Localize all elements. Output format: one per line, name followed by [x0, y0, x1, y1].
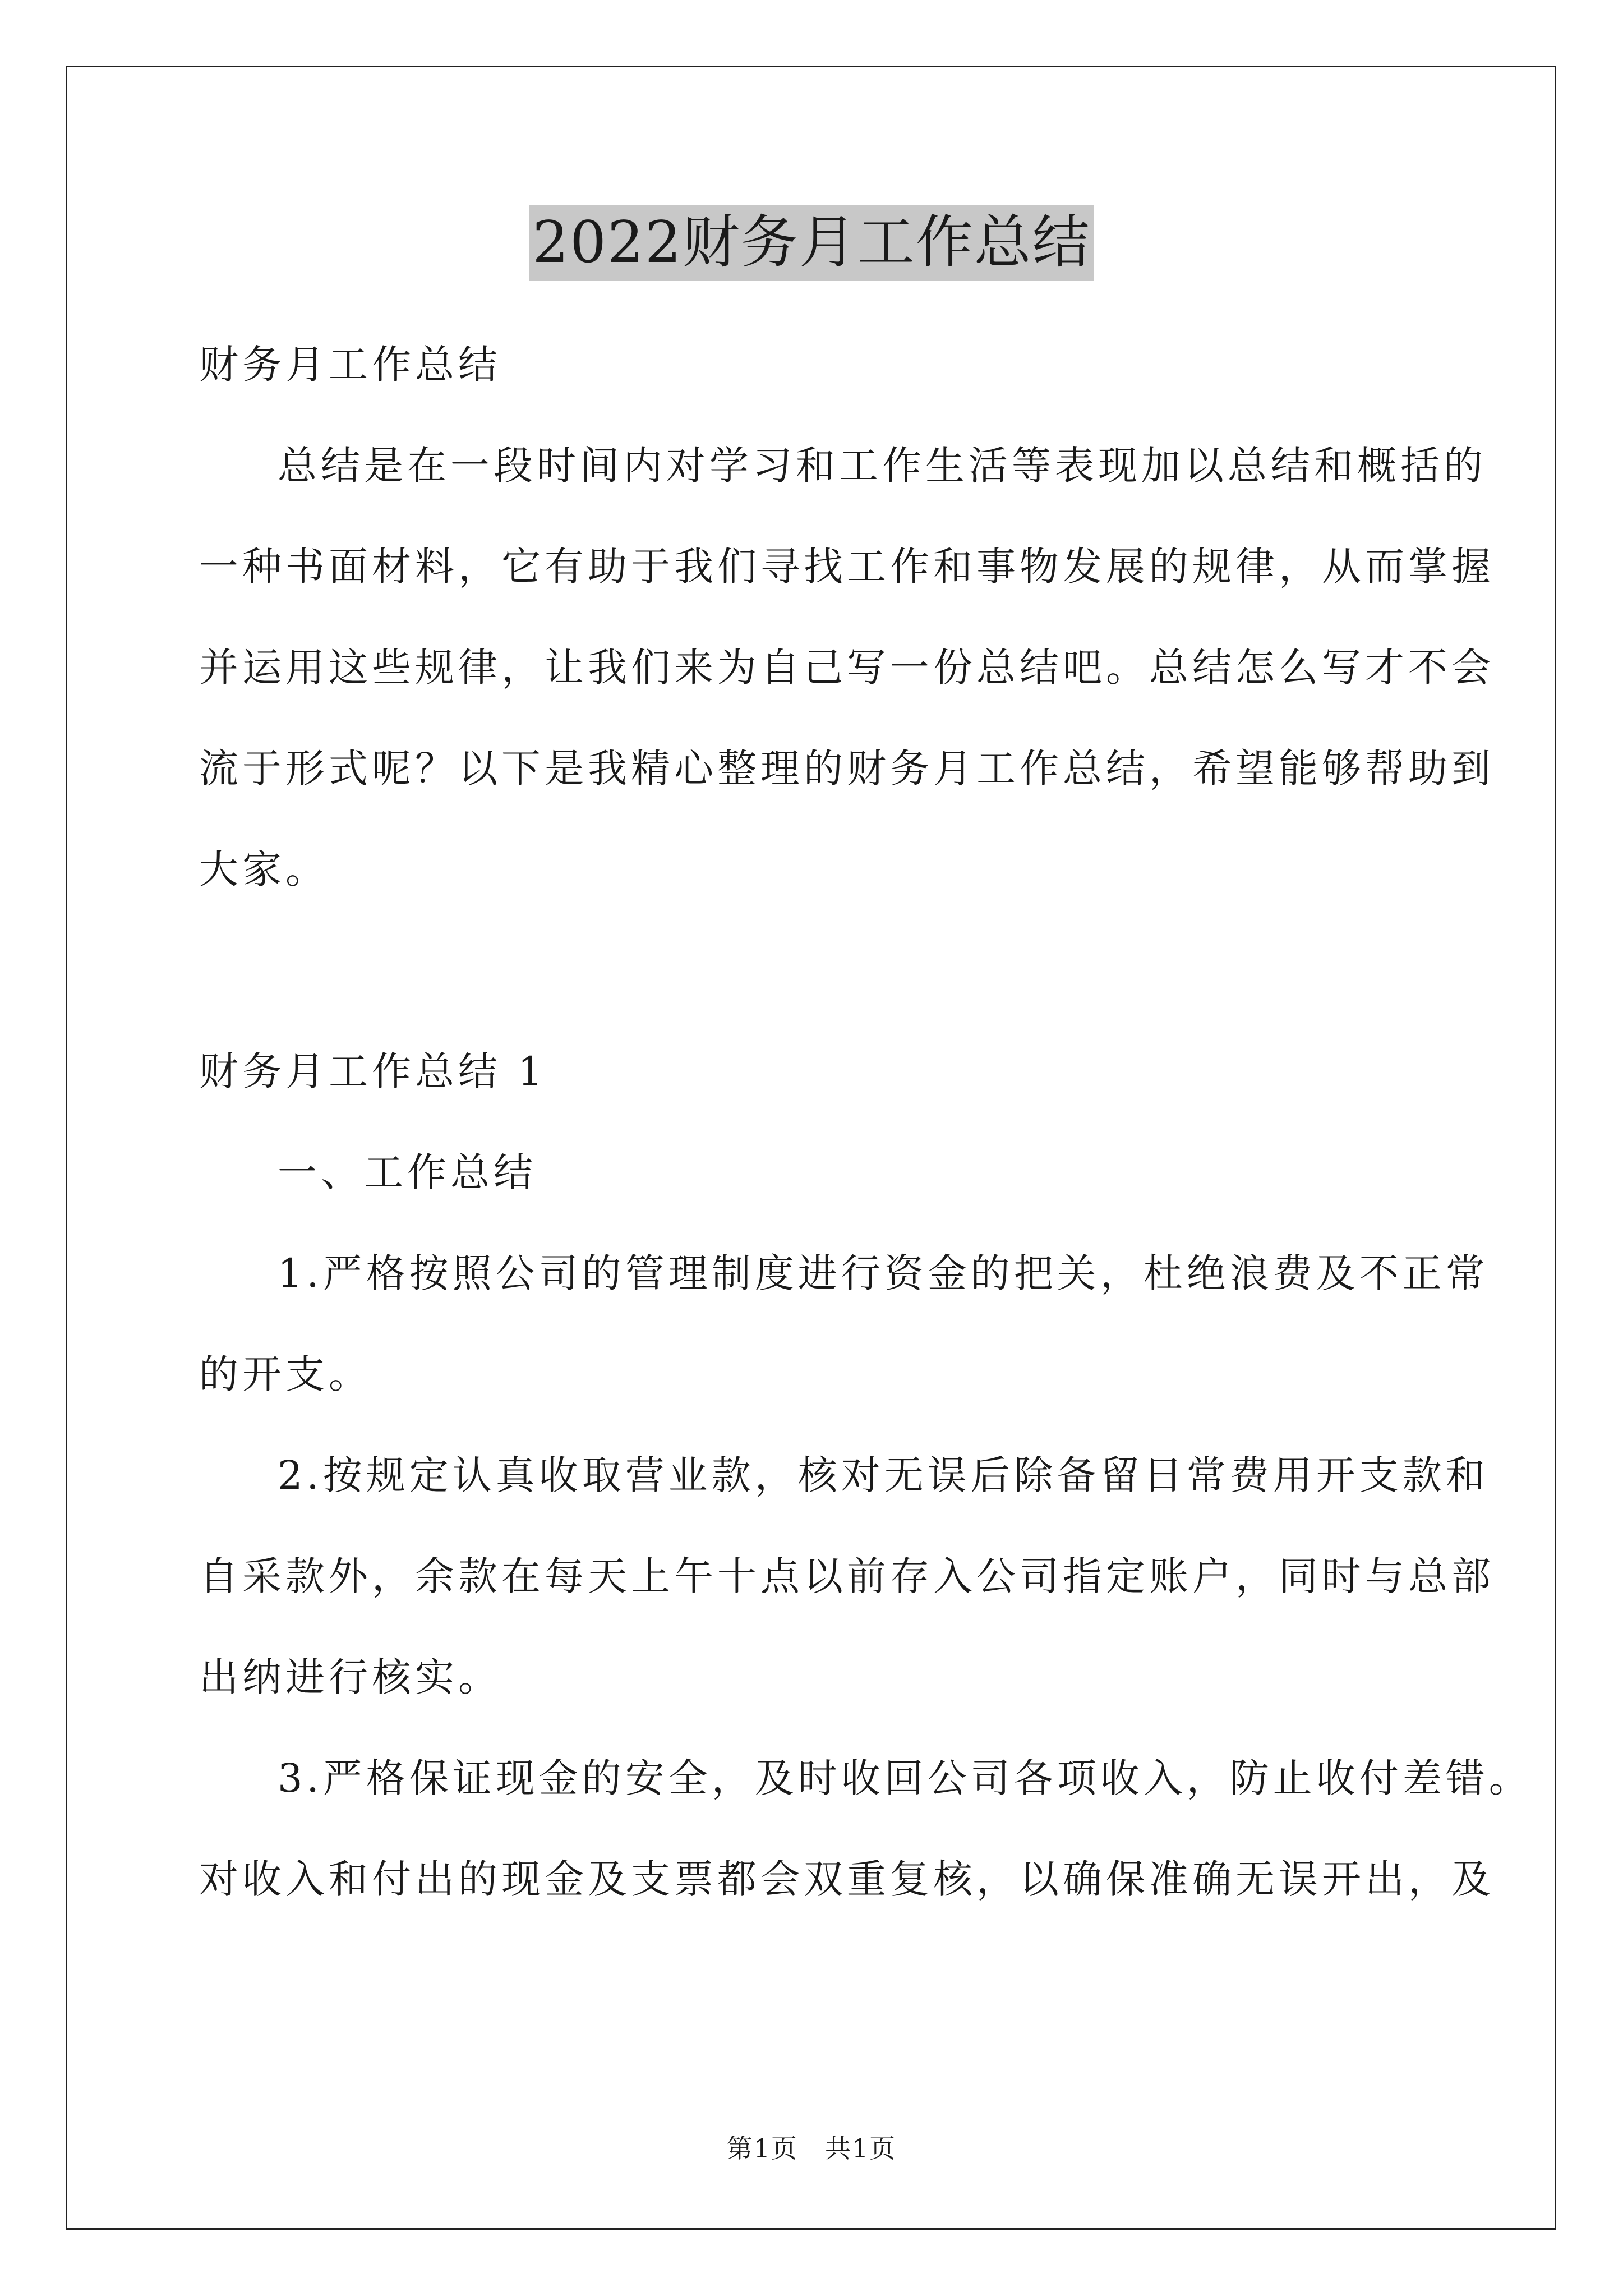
title-container — [0, 205, 1623, 281]
text-line: 3.严格保证现金的安全，及时收回公司各项收入，防止收付差错。 — [278, 1755, 1532, 1801]
paragraph-spacer — [199, 920, 1433, 1021]
text-line: 出纳进行核实。 — [199, 1654, 501, 1700]
text-line: 1.严格按照公司的管理制度进行资金的把关，杜绝浪费及不正常 — [278, 1250, 1489, 1296]
text-line: 的开支。 — [199, 1351, 372, 1397]
text-line: 并运用这些规律，让我们来为自己写一份总结吧。总结怎么写才不会 — [199, 645, 1495, 691]
text-line: 总结是在一段时间内对学习和工作生活等表现加以总结和概括的 — [278, 443, 1487, 489]
text-line: 一种书面材料，它有助于我们寻找工作和事物发展的规律，从而掌握 — [199, 544, 1495, 590]
text-line: 财务月工作总结 1 — [199, 1048, 547, 1094]
text-line: 流于形式呢？以下是我精心整理的财务月工作总结，希望能够帮助到 — [199, 746, 1495, 792]
page-footer: 第1页 共1页 — [726, 2133, 897, 2164]
text-line: 大家。 — [199, 846, 329, 892]
text-line: 对收入和付出的现金及支票都会双重复核，以确保准确无误开出，及 — [199, 1856, 1495, 1902]
document-title: 2022财务月工作总结 — [529, 205, 1094, 281]
text-line: 财务月工作总结 — [199, 342, 501, 388]
text-line: 一、工作总结 — [278, 1149, 537, 1195]
document-body — [199, 314, 1532, 1930]
text-line: 自采款外，余款在每天上午十点以前存入公司指定账户，同时与总部 — [199, 1553, 1495, 1599]
text-line: 2.按规定认真收取营业款，核对无误后除备留日常费用开支款和 — [278, 1452, 1489, 1498]
